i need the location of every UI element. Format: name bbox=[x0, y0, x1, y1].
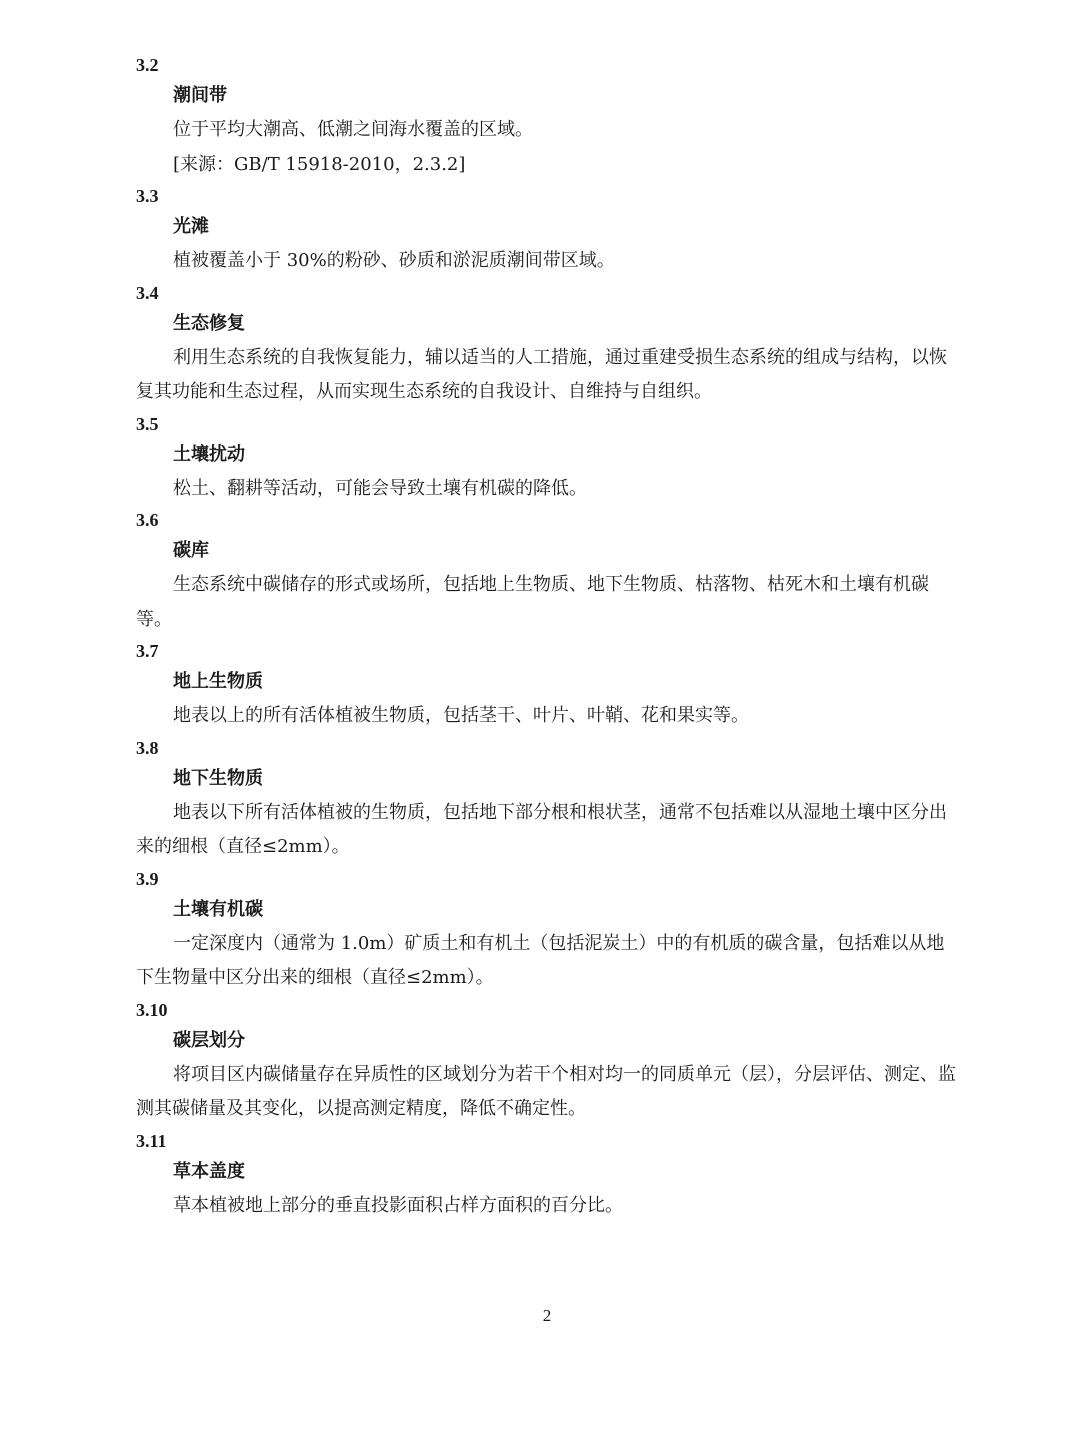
term-heading: 土壤扰动 bbox=[173, 443, 245, 465]
definition-text: 将项目区内碳储量存在异质性的区域划分为若干个相对均一的同质单元（层），分层评估、测定、监测其碳储量及其变化，以提高测定精度，降低不确定性。 bbox=[136, 1063, 956, 1119]
definition-entry bbox=[136, 182, 958, 279]
definition-entry bbox=[136, 410, 958, 507]
section-number: 3.8 bbox=[136, 737, 159, 758]
definition-entry bbox=[136, 51, 958, 182]
section-number: 3.3 bbox=[136, 186, 159, 206]
definition-entry bbox=[136, 996, 958, 1127]
term-heading: 地下生物质 bbox=[173, 767, 263, 789]
definition-text: 地表以上的所有活体植被生物质，包括茎干、叶片、叶鞘、花和果实等。 bbox=[173, 705, 749, 726]
definition-text: 地表以下所有活体植被的生物质，包括地下部分根和根状茎，通常不包括难以从湿地土壤中区分出来的细根（直径≤2mm）。 bbox=[136, 801, 947, 857]
term-heading: 潮间带 bbox=[173, 85, 227, 106]
section-number: 3.7 bbox=[136, 641, 159, 661]
definition-entry bbox=[136, 734, 958, 865]
definition-text: 一定深度内（通常为 1.0m）矿质土和有机土（包括泥炭土）中的有机质的碳含量，包括难以从地下生物量中区分出来的细根（直径≤2mm）。 bbox=[136, 932, 945, 988]
term-heading: 碳层划分 bbox=[173, 1029, 245, 1051]
definition-entry bbox=[136, 1127, 958, 1224]
definitions-list bbox=[136, 51, 958, 1223]
term-heading: 碳库 bbox=[173, 540, 209, 561]
section-number: 3.9 bbox=[136, 868, 159, 889]
definition-entry bbox=[136, 637, 958, 734]
definition-entry bbox=[136, 506, 958, 637]
definition-text: 位于平均大潮高、低潮之间海水覆盖的区域。 bbox=[173, 119, 533, 140]
page-number: 2 bbox=[542, 1306, 552, 1325]
section-number: 3.6 bbox=[136, 510, 159, 530]
definition-text: 植被覆盖小于 30%的粉砂、砂质和淤泥质潮间带区域。 bbox=[173, 250, 615, 271]
section-number: 3.11 bbox=[136, 1130, 167, 1151]
definition-entry bbox=[136, 865, 958, 996]
term-heading: 光滩 bbox=[173, 216, 209, 237]
definition-text: 草本植被地上部分的垂直投影面积占样方面积的百分比。 bbox=[173, 1194, 623, 1216]
definition-text: 松土、翻耕等活动，可能会导致土壤有机碳的降低。 bbox=[173, 477, 587, 499]
section-number: 3.10 bbox=[136, 999, 168, 1020]
definition-text: 利用生态系统的自我恢复能力，辅以适当的人工措施，通过重建受损生态系统的组成与结构，以恢复其功能和生态过程，从而实现生态系统的自我设计、自维持与自组织。 bbox=[136, 346, 947, 402]
definition-entry bbox=[136, 279, 958, 410]
section-number: 3.4 bbox=[136, 282, 159, 303]
section-number: 3.2 bbox=[136, 55, 159, 75]
term-heading: 草本盖度 bbox=[173, 1160, 245, 1182]
section-number: 3.5 bbox=[136, 413, 159, 434]
definition-text: 生态系统中碳储存的形式或场所，包括地上生物质、地下生物质、枯落物、枯死木和土壤有机碳等。 bbox=[136, 574, 929, 630]
term-heading: 地上生物质 bbox=[173, 671, 263, 692]
source-citation: [来源：GB/T 15918-2010，2.3.2] bbox=[173, 153, 466, 175]
term-heading: 土壤有机碳 bbox=[173, 898, 263, 920]
term-heading: 生态修复 bbox=[173, 312, 245, 334]
